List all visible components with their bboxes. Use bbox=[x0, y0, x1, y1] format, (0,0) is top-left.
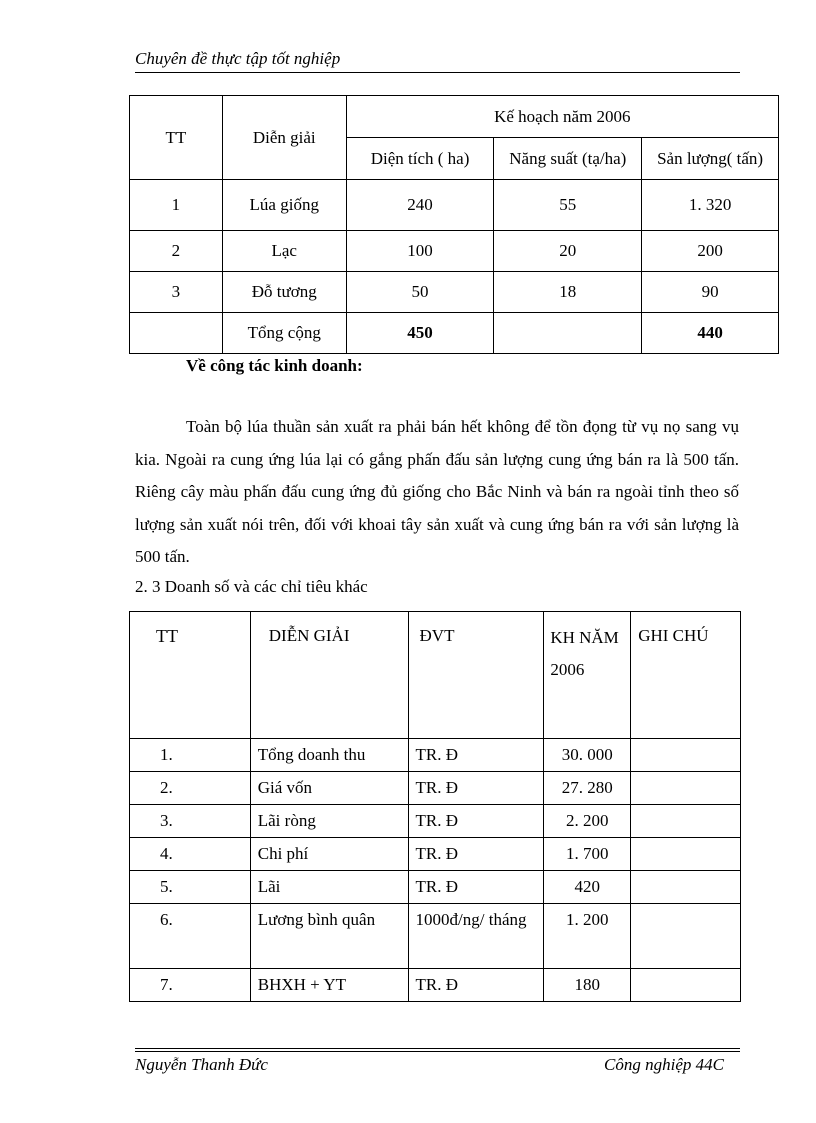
business-paragraph: Toàn bộ lúa thuần sản xuất ra phải bán hết không để tồn đọng từ vụ nọ sang vụ kia. Ngoài ra cung ứng lúa lại có gắng phấn đấu sản lượng cung ứng bán ra là 500 tấn. Riêng cây màu phấn đấu cung ứng đủ giống cho Bắc Ninh và bán ra ngoài tỉnh theo số lượng sản xuất nói trên, đối với khoai tây sản xuất và cung ứng bán ra với sản lượng là 500 tấn. bbox=[135, 417, 739, 566]
cell-note bbox=[631, 969, 741, 1002]
cell-name: Tổng doanh thu bbox=[250, 739, 408, 772]
total-row bbox=[130, 313, 779, 354]
sales-targets-table bbox=[129, 611, 741, 1002]
cell-value: 1. 200 bbox=[544, 904, 631, 969]
cell-name: Lạc bbox=[222, 231, 346, 272]
header-dien-giai: DIỄN GIẢI bbox=[250, 612, 408, 739]
cell-tt: 1 bbox=[130, 180, 223, 231]
header-yield: Năng suất (tạ/ha) bbox=[494, 138, 642, 180]
cell-unit: TR. Đ bbox=[408, 871, 544, 904]
table-row bbox=[130, 904, 741, 969]
footer-class: Công nghiệp 44C bbox=[604, 1055, 724, 1074]
cell-value: 27. 280 bbox=[544, 772, 631, 805]
cell-value: 180 bbox=[544, 969, 631, 1002]
cell-yield: 55 bbox=[494, 180, 642, 231]
cell-note bbox=[631, 838, 741, 871]
cell-tt: 6. bbox=[130, 904, 251, 969]
footer-divider-bottom bbox=[135, 1051, 740, 1052]
header-title: Chuyên đề thực tập tốt nghiệp bbox=[135, 49, 341, 68]
cell-note bbox=[631, 904, 741, 969]
cell-note bbox=[631, 772, 741, 805]
cell-name: Giá vốn bbox=[250, 772, 408, 805]
cell-value: 2. 200 bbox=[544, 805, 631, 838]
footer-author: Nguyễn Thanh Đức bbox=[135, 1055, 268, 1074]
table-row bbox=[130, 180, 779, 231]
cell-name: Chi phí bbox=[250, 838, 408, 871]
cell-unit: TR. Đ bbox=[408, 772, 544, 805]
cell-unit: TR. Đ bbox=[408, 739, 544, 772]
header-plan: Kế hoạch năm 2006 bbox=[346, 96, 778, 138]
cell-area: 240 bbox=[346, 180, 494, 231]
table-row bbox=[130, 739, 741, 772]
cell-unit: TR. Đ bbox=[408, 805, 544, 838]
cell-output: 90 bbox=[642, 272, 779, 313]
page-header bbox=[135, 48, 740, 73]
header-area: Diện tích ( ha) bbox=[346, 138, 494, 180]
cell-name: Tổng cộng bbox=[222, 313, 346, 354]
cell-output: 200 bbox=[642, 231, 779, 272]
header-dien-giai: Diễn giải bbox=[222, 96, 346, 180]
table-row bbox=[130, 838, 741, 871]
crop-plan-table bbox=[129, 95, 779, 354]
cell-area: 50 bbox=[346, 272, 494, 313]
cell-note bbox=[631, 739, 741, 772]
header-output: Sản lượng( tấn) bbox=[642, 138, 779, 180]
cell-unit: TR. Đ bbox=[408, 969, 544, 1002]
cell-unit: TR. Đ bbox=[408, 838, 544, 871]
cell-name: Lúa giống bbox=[222, 180, 346, 231]
cell-value: 420 bbox=[544, 871, 631, 904]
table-row bbox=[130, 772, 741, 805]
cell-yield: 18 bbox=[494, 272, 642, 313]
cell-value: 30. 000 bbox=[544, 739, 631, 772]
header-ghi-chu: GHI CHÚ bbox=[631, 612, 741, 739]
cell-tt: 5. bbox=[130, 871, 251, 904]
cell-area: 100 bbox=[346, 231, 494, 272]
cell-tt: 4. bbox=[130, 838, 251, 871]
cell-name: Đỗ tương bbox=[222, 272, 346, 313]
cell-name: Lương bình quân bbox=[250, 904, 408, 969]
cell-tt: 2 bbox=[130, 231, 223, 272]
table-row bbox=[130, 871, 741, 904]
business-heading: Về công tác kinh doanh: bbox=[186, 356, 363, 375]
footer-divider-top bbox=[135, 1048, 740, 1049]
table-row bbox=[130, 805, 741, 838]
header-tt: TT bbox=[130, 96, 223, 180]
cell-note bbox=[631, 871, 741, 904]
cell-name: Lãi bbox=[250, 871, 408, 904]
table-row bbox=[130, 969, 741, 1002]
cell-tt: 2. bbox=[130, 772, 251, 805]
cell-value: 1. 700 bbox=[544, 838, 631, 871]
cell-name: Lãi ròng bbox=[250, 805, 408, 838]
header-dvt: ĐVT bbox=[408, 612, 544, 739]
section-title: 2. 3 Doanh số và các chỉ tiêu khác bbox=[135, 577, 368, 596]
header-tt: TT bbox=[130, 612, 251, 739]
cell-tt bbox=[130, 313, 223, 354]
cell-yield bbox=[494, 313, 642, 354]
table-row bbox=[130, 231, 779, 272]
cell-name: BHXH + YT bbox=[250, 969, 408, 1002]
header-kh: KH NĂM 2006 bbox=[544, 612, 631, 739]
cell-yield: 20 bbox=[494, 231, 642, 272]
cell-tt: 7. bbox=[130, 969, 251, 1002]
cell-note bbox=[631, 805, 741, 838]
cell-output: 1. 320 bbox=[642, 180, 779, 231]
table-row bbox=[130, 272, 779, 313]
cell-tt: 3 bbox=[130, 272, 223, 313]
cell-tt: 1. bbox=[130, 739, 251, 772]
cell-output: 440 bbox=[642, 313, 779, 354]
cell-tt: 3. bbox=[130, 805, 251, 838]
cell-unit: 1000đ/ng/ tháng bbox=[408, 904, 544, 969]
cell-area: 450 bbox=[346, 313, 494, 354]
